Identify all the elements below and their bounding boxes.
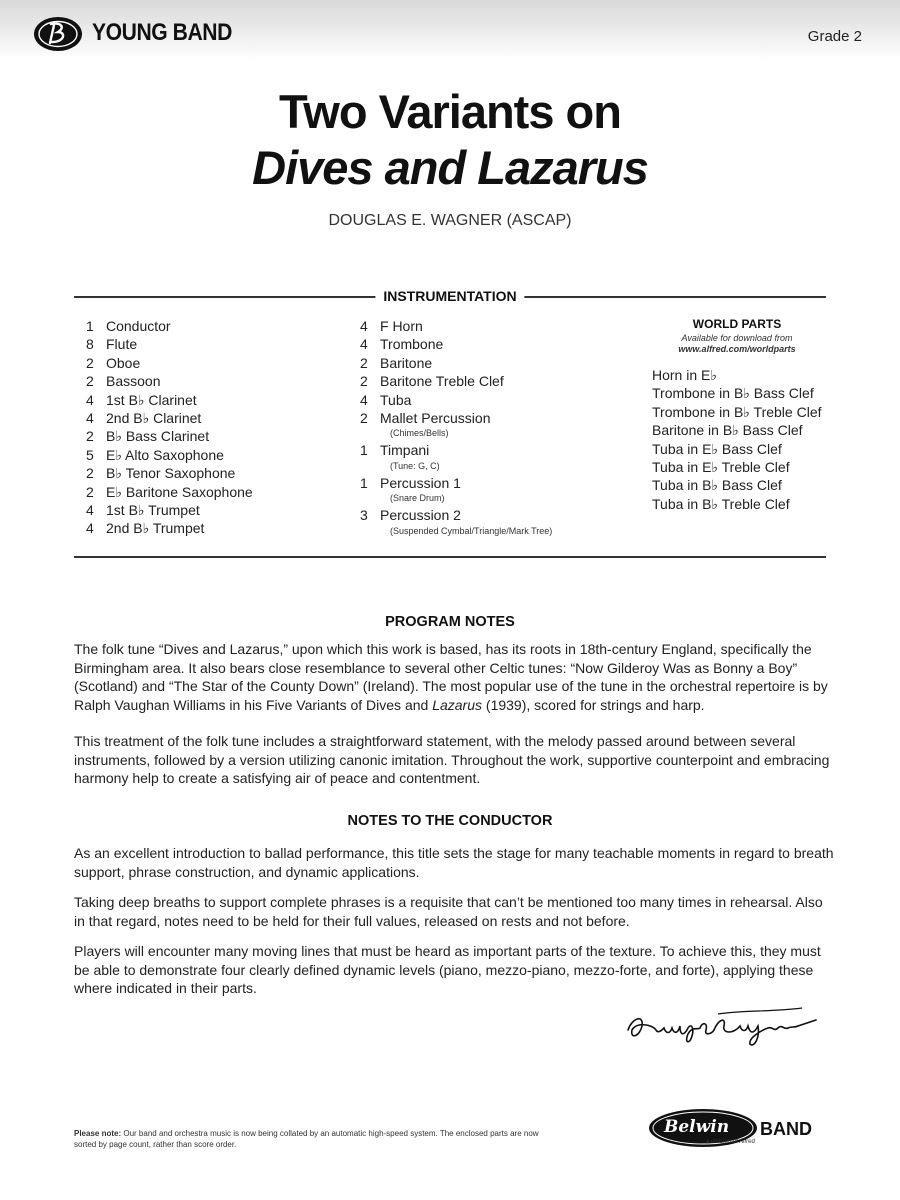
instrument-count: 4 [86,501,94,518]
footer-note-text: Our band and orchestra music is now being collated by an automatic high-speed system. The enclosed parts are now sorted by page count, rather than score order. [74,1129,539,1149]
instrument-detail: (Suspended Cymbal/Triangle/Mark Tree) [390,525,553,536]
instrument-detail: (Tune: G, C) [390,460,440,471]
instrument-row [86,372,253,390]
world-part-item: Tuba in B♭ Bass Clef [652,477,782,494]
conductor-notes-paragraph-1: As an excellent introduction to ballad performance, this title sets the stage for many teachable moments in regard to breath support, phrase construction, and dynamic applications. [74,845,834,880]
instrument-entry [86,501,253,519]
instrument-count: 2 [86,465,94,482]
instrument-row [360,441,552,459]
world-parts [652,317,832,513]
instrument-name: Flute [106,336,138,353]
instrument-count: 4 [360,336,368,353]
program-notes-heading: PROGRAM NOTES [385,614,515,630]
handwritten-signature [622,1000,822,1056]
instrument-entry [86,354,253,372]
world-part-item: Baritone in B♭ Bass Clef [652,422,803,439]
instrument-row [86,483,253,501]
instrument-name: Baritone [380,354,433,371]
instrument-count: 1 [360,474,368,491]
instrument-count: 1 [86,318,94,334]
instrument-entry [360,409,552,441]
instrument-row [86,501,253,519]
instrument-entry [86,409,253,427]
world-part-item: Trombone in B♭ Bass Clef [652,385,814,402]
young-band-logo-icon [32,14,84,54]
instrument-row [86,519,253,537]
instrument-entry [360,354,552,372]
instrument-name: 2nd B♭ Trumpet [106,520,205,537]
instrument-entry [86,483,253,501]
world-parts-subtitle: Available for download from [681,333,793,343]
instrument-count: 2 [86,428,94,445]
instrument-row [360,391,552,409]
instrument-name: Percussion 2 [380,507,461,524]
instrument-name: Baritone Treble Clef [380,373,504,390]
instrument-list-column-2 [360,317,552,539]
instrument-count: 2 [360,354,368,371]
world-part-item: Tuba in E♭ Bass Clef [652,440,782,457]
instrument-count: 5 [86,446,94,463]
instrument-entry [86,519,253,537]
instrument-row [86,409,253,427]
instrument-row [86,335,253,353]
instrument-detail: (Snare Drum) [390,493,445,504]
instrument-row [360,506,552,524]
instrument-name: 2nd B♭ Clarinet [106,409,202,426]
instrument-row [86,391,253,409]
program-notes-paragraph-1 [74,640,834,714]
world-parts-list [652,366,832,513]
instrument-count: 8 [86,336,94,353]
instrument-name: B♭ Bass Clarinet [106,428,210,445]
instrument-count: 4 [360,318,368,334]
footer-note-label: Please note: [74,1129,122,1138]
instrument-name: Timpani [380,442,430,459]
publisher-subtitle: a division of Alfred [706,1139,755,1145]
instrument-name: 1st B♭ Clarinet [106,391,197,408]
instrument-row [86,464,253,482]
instrument-entry [86,391,253,409]
instrument-count: 2 [360,373,368,390]
publisher-word: Belwin [664,1117,730,1137]
world-part-item: Tuba in B♭ Treble Clef [652,495,790,512]
program-notes-text: (1939), scored for strings and harp. [482,696,705,713]
instrument-name: Bassoon [106,373,161,390]
instrument-count: 3 [360,507,368,524]
instrument-entry [86,427,253,445]
instrument-entry [360,474,552,506]
instrument-count: 4 [86,520,94,537]
instrument-entry [360,317,552,335]
instrument-entry [360,372,552,390]
instrument-entry [360,441,552,473]
instrument-entry [86,446,253,464]
instrument-list-column-1 [86,317,253,538]
instrument-count: 2 [360,409,368,426]
instrument-name: Percussion 1 [380,474,461,491]
instrument-entry [86,317,253,335]
title-line-2: Dives and Lazarus [252,141,648,194]
instrument-name: Conductor [106,318,171,334]
instrument-name: Trombone [380,336,444,353]
instrument-row [86,354,253,372]
publisher-logo [648,1108,838,1152]
instrument-row [360,474,552,492]
composer: DOUGLAS E. WAGNER (ASCAP) [328,212,572,229]
instrument-entry [86,335,253,353]
instrument-name: F Horn [380,318,423,334]
instrument-row [86,446,253,464]
instrument-count: 2 [86,483,94,500]
publisher-band: BAND [760,1119,812,1139]
grade-level: Grade 2 [807,28,862,45]
series-name: YOUNG BAND [92,19,232,46]
program-notes-italic: Lazarus [432,696,483,713]
world-part-item: Tuba in E♭ Treble Clef [652,458,790,475]
instrument-name: B♭ Tenor Saxophone [106,465,236,482]
conductor-notes-paragraph-3: Players will encounter many moving lines that must be heard as important parts of the texture. To achieve this, they must be able to demonstrate four clearly defined dynamic levels (piano, mezzo-piano, mezzo-forte, and forte), applying these where indicated in their parts. [74,943,821,997]
world-parts-url[interactable]: www.alfred.com/worldparts [678,344,796,354]
instrument-row [360,372,552,390]
instrument-row [86,427,253,445]
title-line-1: Two Variants on [279,85,621,138]
instrument-detail: (Chimes/Bells) [390,428,449,439]
world-part-item: Horn in E♭ [652,367,717,383]
instrument-count: 2 [86,354,94,371]
instrument-row [360,354,552,372]
instrument-name: Mallet Percussion [380,409,491,426]
instrument-count: 4 [86,391,94,408]
instrument-name: Oboe [106,354,141,371]
instrument-entry [86,372,253,390]
instrument-name: E♭ Baritone Saxophone [106,483,253,500]
instrument-name: E♭ Alto Saxophone [106,446,224,463]
world-parts-title: WORLD PARTS [692,317,782,331]
instrumentation-heading-rule [74,288,826,306]
footer-note [74,1128,554,1150]
instrument-name: Tuba [380,391,412,408]
program-notes-text: The folk tune “Dives and Lazarus,” upon which this work is based, has its roots in 18th-century England, specifically the Birmingham area. It also bears close resemblance to several other Celtic tunes: “Now Gilderoy Was as Bonny a Boy” (Scotland) and “The Star of the County Down” (Ireland). The most popular use of the tune in the orchestral repertoire is by Ralph Vaughan Williams in his Five Variants of Dives and [74,641,828,713]
instrument-count: 2 [86,373,94,390]
divider [74,556,826,558]
instrument-entry [360,506,552,538]
instrument-row [360,335,552,353]
instrumentation-heading: INSTRUMENTATION [375,288,524,304]
conductor-notes-paragraph-2: Taking deep breaths to support complete phrases is a requisite that can’t be mentioned too many times in rehearsal. Also in that regard, notes need to be held for their full values, released on rests and not before. [74,894,823,929]
instrument-row [360,409,552,427]
instrument-count: 4 [86,409,94,426]
instrument-entry [86,464,253,482]
world-part-item: Trombone in B♭ Treble Clef [652,403,822,420]
instrument-row [360,317,552,335]
program-notes-paragraph-2: This treatment of the folk tune includes a straightforward statement, with the melody passed around between several instruments, followed by a version utilizing canonic imitation. Throughout the work, supportive counterpoint and embracing harmony help to create a satisfying air of peace and contentment. [74,733,830,787]
instrument-entry [360,391,552,409]
instrument-count: 4 [360,391,368,408]
header-bar [0,0,900,60]
instrument-entry [360,335,552,353]
conductor-notes-heading: NOTES TO THE CONDUCTOR [347,813,553,829]
instrument-count: 1 [360,442,368,459]
instrument-name: 1st B♭ Trumpet [106,501,200,518]
instrument-row [86,317,253,335]
